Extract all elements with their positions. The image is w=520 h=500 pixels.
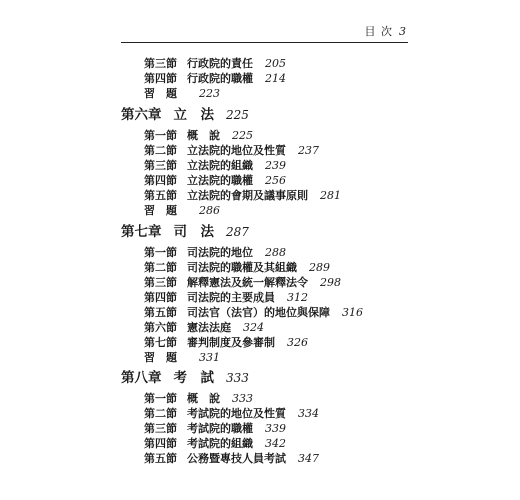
toc-entry-page-number: 339 — [265, 422, 286, 435]
toc-entry-title: 司法院的職權及其組織 — [187, 261, 297, 274]
toc-section-entry — [144, 291, 308, 305]
toc-section-entry — [144, 452, 319, 466]
toc-section-entry — [144, 276, 341, 290]
running-head-page-number: 3 — [399, 25, 407, 38]
toc-entry-page-number: 298 — [320, 276, 341, 289]
header-rule — [121, 42, 408, 43]
toc-entry-page-number: 214 — [265, 72, 286, 85]
toc-section-entry — [144, 174, 286, 188]
toc-entry-title: 立法院的地位及性質 — [187, 144, 286, 157]
toc-entry-label: 習 題 — [144, 351, 177, 364]
toc-entry-page-number: 225 — [226, 108, 249, 122]
toc-section-entry — [144, 129, 253, 143]
toc-section-entry — [144, 422, 286, 436]
toc-section-entry — [144, 72, 286, 86]
toc-entry-title: 公務暨專技人員考試 — [187, 452, 286, 465]
toc-entry-label: 第三節 — [144, 57, 177, 70]
toc-entry-page-number: 225 — [232, 129, 253, 142]
toc-section-entry — [144, 144, 319, 158]
toc-entry-page-number: 324 — [243, 321, 264, 334]
toc-chapter-entry — [121, 107, 249, 123]
toc-entry-label: 第四節 — [144, 174, 177, 187]
toc-chapter-entry — [121, 224, 249, 240]
toc-section-entry — [144, 336, 308, 350]
toc-section-entry — [144, 407, 319, 421]
toc-entry-label: 第八章 — [121, 370, 162, 386]
toc-entry-page-number: 288 — [265, 246, 286, 259]
toc-entry-title: 概 說 — [187, 392, 220, 405]
toc-entry-title: 考試院的地位及性質 — [187, 407, 286, 420]
toc-entry-title: 考試院的職權 — [187, 422, 253, 435]
toc-entry-page-number: 281 — [320, 189, 341, 202]
toc-entry-page-number: 316 — [342, 306, 363, 319]
running-head — [365, 23, 408, 39]
toc-entry-label: 第四節 — [144, 437, 177, 450]
toc-entry-title: 憲法法庭 — [187, 321, 231, 334]
toc-chapter-entry — [121, 370, 249, 386]
toc-entry-label: 第四節 — [144, 72, 177, 85]
toc-entry-label: 第二節 — [144, 407, 177, 420]
toc-entry-label: 第七節 — [144, 336, 177, 349]
toc-entry-label: 第二節 — [144, 144, 177, 157]
toc-entry-label: 第三節 — [144, 422, 177, 435]
toc-entry-page-number: 287 — [226, 225, 249, 239]
toc-section-entry — [144, 437, 286, 451]
toc-entry-label: 第一節 — [144, 246, 177, 259]
toc-entry-page-number: 289 — [309, 261, 330, 274]
toc-entry-title: 立法院的職權 — [187, 174, 253, 187]
toc-entry-label: 第二節 — [144, 261, 177, 274]
running-head-text: 目 次 — [364, 25, 393, 38]
toc-entry-title: 司法官（法官）的地位與保障 — [187, 306, 330, 319]
toc-entry-title: 概 說 — [187, 129, 220, 142]
toc-section-entry — [144, 159, 286, 173]
toc-section-entry — [144, 57, 286, 71]
toc-entry-page-number: 342 — [265, 437, 286, 450]
toc-section-entry — [144, 306, 363, 320]
toc-entry-label: 第七章 — [121, 224, 162, 240]
toc-entry-title: 解釋憲法及統一解釋法令 — [187, 276, 308, 289]
toc-entry-title: 司法院的主要成員 — [187, 291, 275, 304]
toc-section-entry — [144, 246, 286, 260]
toc-entry-label: 第六章 — [121, 107, 162, 123]
toc-entry-page-number: 286 — [199, 204, 220, 217]
toc-entry-page-number: 334 — [298, 407, 319, 420]
toc-entry-page-number: 205 — [265, 57, 286, 70]
toc-entry-label: 第六節 — [144, 321, 177, 334]
toc-entry-label: 習 題 — [144, 87, 177, 100]
toc-entry-title: 司 法 — [173, 224, 214, 240]
toc-entry-label: 第三節 — [144, 276, 177, 289]
toc-entry-title: 司法院的地位 — [187, 246, 253, 259]
toc-entry-page-number: 326 — [287, 336, 308, 349]
toc-section-entry — [144, 261, 330, 275]
toc-section-entry — [144, 351, 220, 365]
toc-entry-page-number: 312 — [287, 291, 308, 304]
toc-entry-title: 考試院的組織 — [187, 437, 253, 450]
toc-entry-page-number: 333 — [232, 392, 253, 405]
toc-entry-page-number: 256 — [265, 174, 286, 187]
toc-entry-label: 第五節 — [144, 306, 177, 319]
toc-entry-page-number: 333 — [226, 371, 249, 385]
toc-entry-title: 行政院的責任 — [187, 57, 253, 70]
toc-entry-label: 第四節 — [144, 291, 177, 304]
toc-entry-title: 行政院的職權 — [187, 72, 253, 85]
toc-entry-label: 第五節 — [144, 452, 177, 465]
toc-entry-label: 第三節 — [144, 159, 177, 172]
toc-entry-title: 立法院的會期及議事原則 — [187, 189, 308, 202]
toc-entry-title: 立 法 — [173, 107, 214, 123]
toc-entry-label: 習 題 — [144, 204, 177, 217]
toc-entry-title: 立法院的組織 — [187, 159, 253, 172]
toc-entry-page-number: 331 — [199, 351, 220, 364]
toc-section-entry — [144, 189, 341, 203]
toc-entry-title: 考 試 — [173, 370, 214, 386]
toc-entry-label: 第一節 — [144, 129, 177, 142]
toc-section-entry — [144, 392, 253, 406]
toc-entry-page-number: 237 — [298, 144, 319, 157]
toc-entry-title: 審判制度及參審制 — [187, 336, 275, 349]
toc-entry-page-number: 223 — [199, 87, 220, 100]
toc-entry-label: 第一節 — [144, 392, 177, 405]
toc-entry-label: 第五節 — [144, 189, 177, 202]
toc-section-entry — [144, 87, 220, 101]
toc-section-entry — [144, 321, 264, 335]
toc-section-entry — [144, 204, 220, 218]
toc-entry-page-number: 239 — [265, 159, 286, 172]
toc-entry-page-number: 347 — [298, 452, 319, 465]
